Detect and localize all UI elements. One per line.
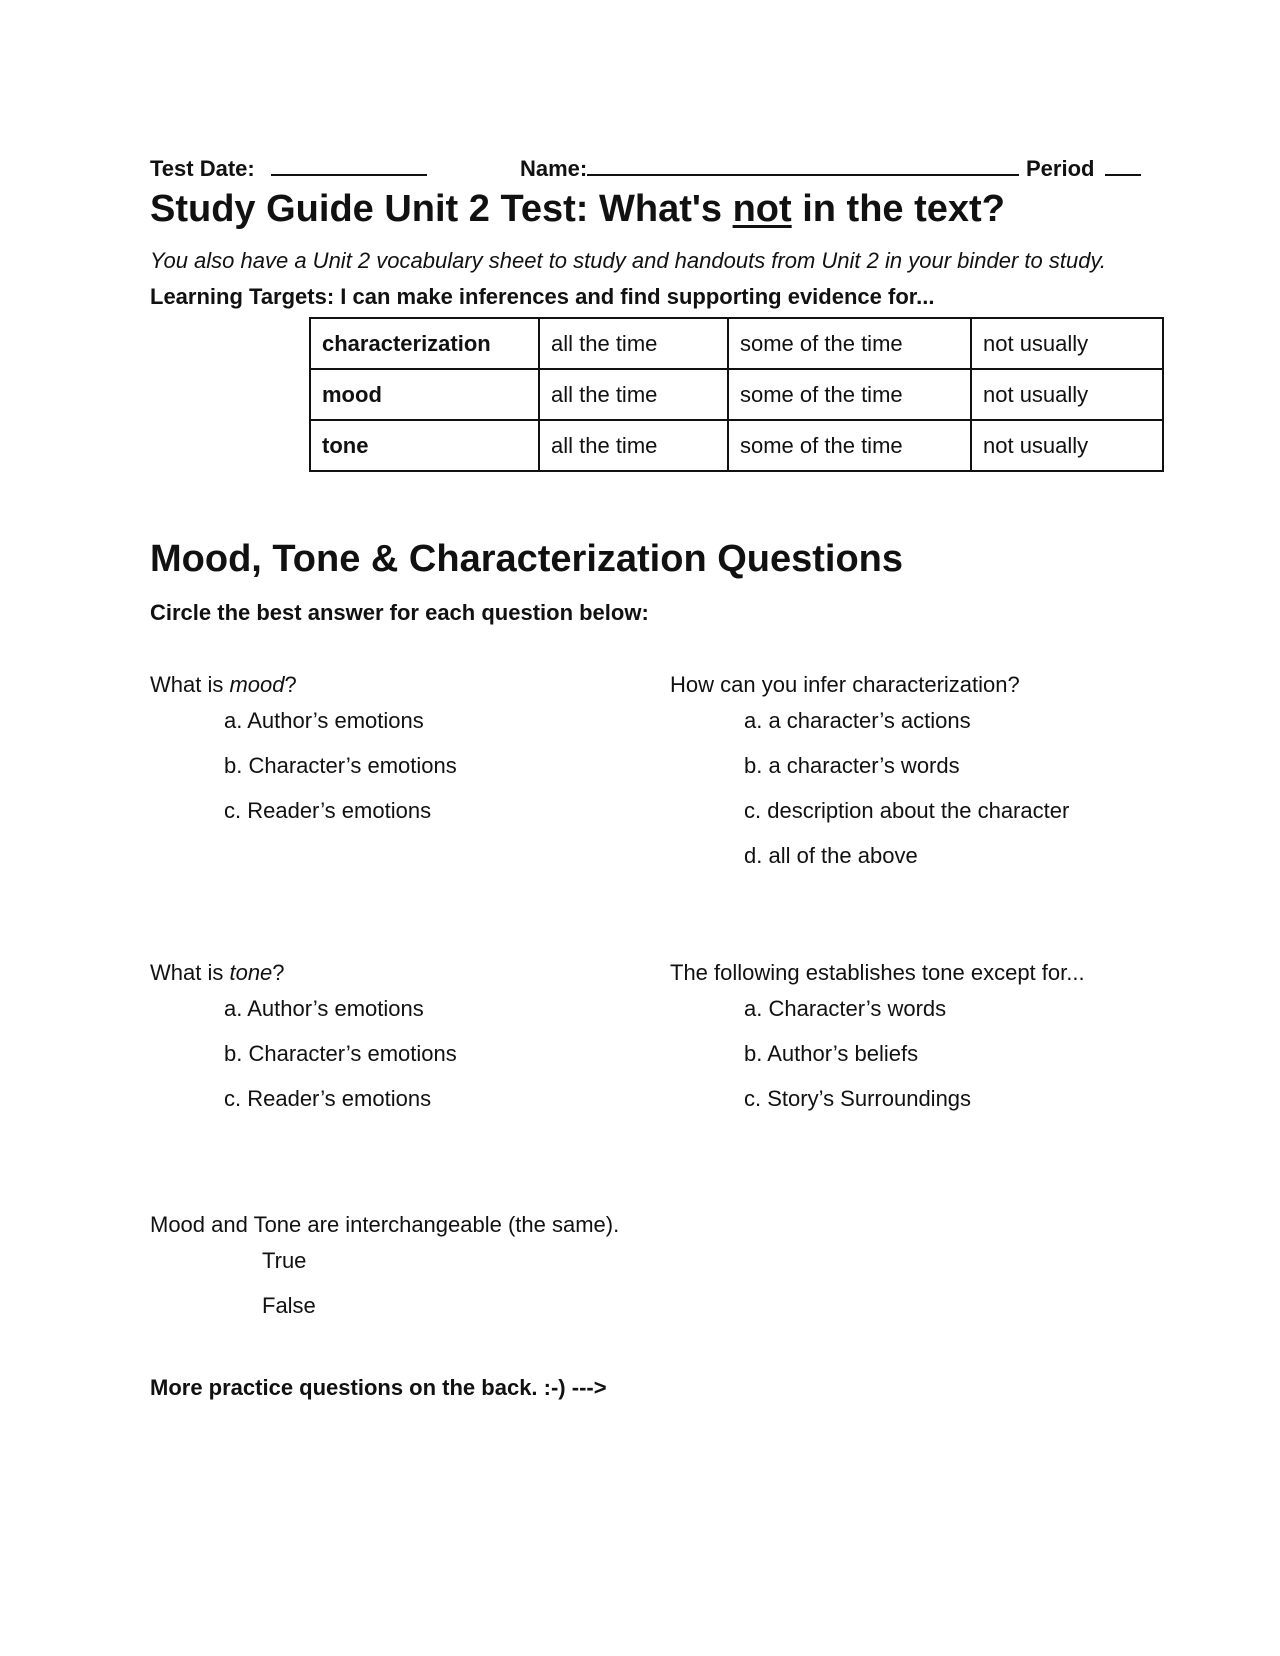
title-text-start: Study Guide Unit 2 Test: What's <box>150 188 733 230</box>
name-label: Name: <box>520 156 588 181</box>
question-true-false: Mood and Tone are interchangeable (the same). <box>150 1212 620 1237</box>
question-mood <box>150 672 297 698</box>
section-title: Mood, Tone & Characterization Questions <box>150 538 904 580</box>
answer-option[interactable]: a. Character’s words <box>744 996 947 1021</box>
test-date-blank <box>271 154 427 176</box>
answer-option[interactable]: b. a character’s words <box>744 753 960 778</box>
question-mark: ? <box>284 672 297 697</box>
answer-option[interactable]: a. Author’s emotions <box>224 708 424 733</box>
question-mark: ? <box>272 960 285 985</box>
table-cell: all the time <box>539 369 728 420</box>
footer-note: More practice questions on the back. :-) ---> <box>150 1375 607 1400</box>
answer-option[interactable]: b. Character’s emotions <box>224 753 457 778</box>
table-row <box>310 420 1163 471</box>
learning-targets-table <box>309 317 1164 472</box>
answer-option[interactable]: b. Character’s emotions <box>224 1041 457 1066</box>
table-row <box>310 369 1163 420</box>
answer-option[interactable]: a. a character’s actions <box>744 708 971 733</box>
table-row <box>310 318 1163 369</box>
learning-targets: Learning Targets: I can make inferences and find supporting evidence for... <box>150 284 935 309</box>
intro-note: You also have a Unit 2 vocabulary sheet to study and handouts from Unit 2 in your binder to study. <box>150 248 1106 273</box>
answer-option[interactable]: d. all of the above <box>744 843 918 868</box>
table-cell: not usually <box>971 318 1163 369</box>
table-cell: all the time <box>539 420 728 471</box>
answer-option[interactable]: c. Reader’s emotions <box>224 1086 432 1111</box>
table-cell: not usually <box>971 369 1163 420</box>
table-cell: some of the time <box>728 420 971 471</box>
question-tone-except: The following establishes tone except for... <box>670 960 1085 985</box>
test-date-label: Test Date: <box>150 156 255 181</box>
question-text: What is <box>150 960 230 985</box>
question-characterization: How can you infer characterization? <box>670 672 1020 697</box>
table-cell: some of the time <box>728 318 971 369</box>
name-field <box>520 154 1019 182</box>
period-field <box>1026 154 1141 182</box>
question-term: mood <box>229 672 285 697</box>
question-tone <box>150 960 285 986</box>
answer-option[interactable]: b. Author’s beliefs <box>744 1041 919 1066</box>
answer-option[interactable]: c. Reader’s emotions <box>224 798 432 823</box>
answer-option[interactable]: c. description about the character <box>744 798 1070 823</box>
table-cell: all the time <box>539 318 728 369</box>
answer-option[interactable]: a. Author’s emotions <box>224 996 424 1021</box>
table-cell: some of the time <box>728 369 971 420</box>
title-underlined-word: not <box>732 188 792 230</box>
answer-option-false[interactable]: False <box>262 1293 316 1318</box>
title-text-end: in the text? <box>791 188 1005 230</box>
table-cell-topic: tone <box>310 420 539 471</box>
table-cell-topic: characterization <box>310 318 539 369</box>
table-cell: not usually <box>971 420 1163 471</box>
instructions: Circle the best answer for each question below: <box>150 600 649 625</box>
name-blank <box>587 154 1019 176</box>
period-label: Period <box>1026 156 1095 181</box>
question-term: tone <box>229 960 273 985</box>
test-date-field <box>150 154 427 182</box>
period-blank <box>1105 154 1141 176</box>
question-text: What is <box>150 672 230 697</box>
table-cell-topic: mood <box>310 369 539 420</box>
answer-option-true[interactable]: True <box>262 1248 307 1273</box>
page-title <box>150 188 1005 231</box>
answer-option[interactable]: c. Story’s Surroundings <box>744 1086 972 1111</box>
